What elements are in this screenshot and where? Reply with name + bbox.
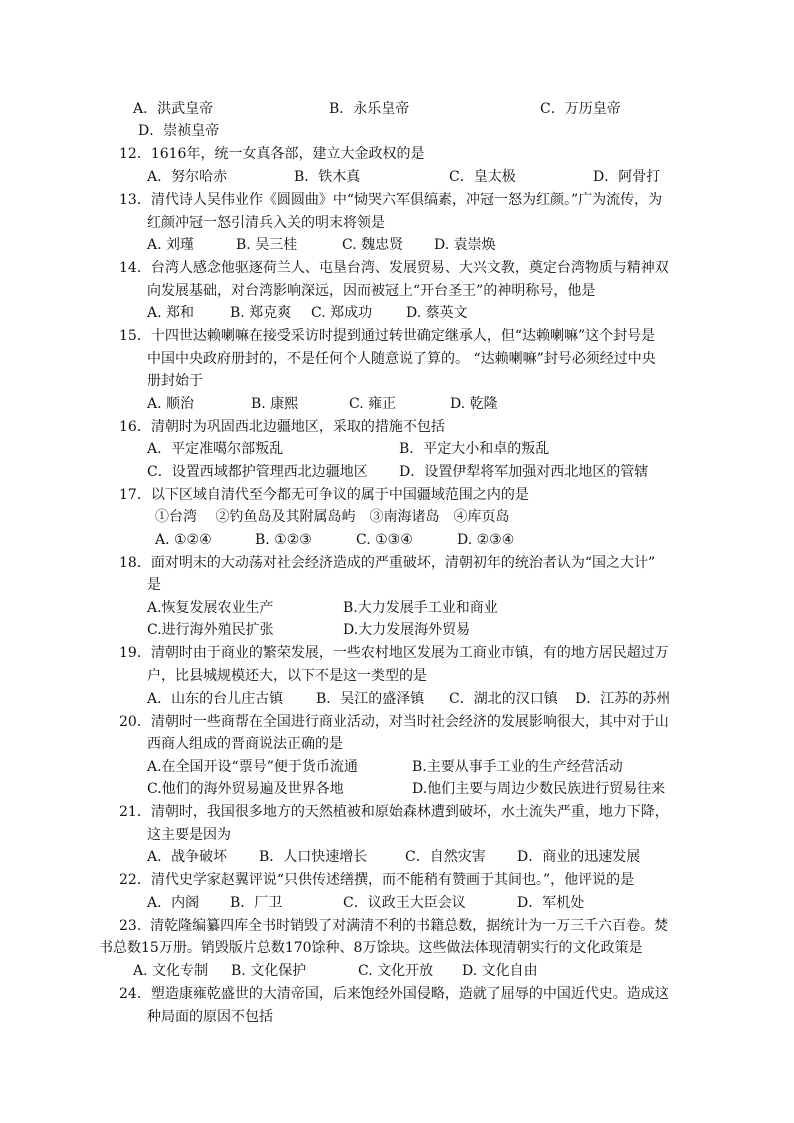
text-line: 西商人组成的晋商说法正确的是: [147, 736, 343, 752]
text-line: A.在全国开设“票号”便于货币流通: [147, 759, 358, 775]
text-line: D．崇祯皇帝: [138, 123, 220, 139]
text-line: B. 文化保护: [231, 963, 307, 979]
text-line: B．平定大小和卓的叛乱: [399, 441, 550, 457]
text-line: D．商业的迅速发展: [517, 849, 641, 865]
text-line: B.主要从事手工业的生产经营活动: [412, 759, 623, 775]
text-line: C．皇太极: [449, 169, 516, 185]
text-line: 13．清代诗人吴伟业作《圆圆曲》中“恸哭六军俱缟素，冲冠一怒为红颜。”广为流传，为: [119, 192, 663, 208]
text-line: 册封始于: [147, 373, 203, 389]
text-line: C．设置西域都护管理西北边疆地区: [147, 464, 368, 480]
text-line: C.他们的海外贸易遍及世界各地: [147, 781, 344, 797]
text-line: D. 蔡英文: [406, 305, 468, 321]
text-line: 24．塑造康雍乾盛世的大清帝国，后来饱经外国侵略，造就了屈辱的中国近代史。造成这: [119, 986, 669, 1002]
text-line: A. 刘瑾: [147, 237, 195, 253]
text-line: D．设置伊犁将军加强对西北地区的管辖: [399, 464, 649, 480]
text-line: B. 吴三桂: [236, 237, 298, 253]
text-line: A．战争破坏: [147, 849, 228, 865]
text-line: B．人口快速增长: [259, 849, 368, 865]
text-line: 是: [147, 577, 161, 593]
text-line: ①台湾 ②钓鱼岛及其附属岛屿 ③南海诸岛 ④库页岛: [155, 509, 510, 525]
text-line: 向发展基础，对台湾影响深远，因而被冠上“开台圣王”的神明称号，他是: [147, 283, 596, 299]
text-line: B．厂卫: [230, 895, 283, 911]
text-line: 17．以下区域自清代至今都无可争议的属于中国疆域范围之内的是: [119, 487, 529, 503]
text-line: C．万历皇帝: [540, 101, 621, 117]
text-line: C. 雍正: [349, 396, 397, 412]
text-line: A. 郑和: [147, 305, 195, 321]
text-line: 中国中央政府册封的，不是任何个人随意说了算的。 “达赖喇嘛”封号必须经过中央: [147, 351, 656, 367]
text-line: 20．清朝时一些商帮在全国进行商业活动，对当时社会经济的发展影响很大，其中对于山: [119, 714, 669, 730]
text-line: 种局面的原因不包括: [147, 1009, 273, 1025]
text-line: B. ①②③: [255, 532, 312, 548]
text-line: A. 顺治: [147, 396, 195, 412]
text-line: 16．清朝时为巩固西北边疆地区，采取的措施不包括: [119, 419, 445, 435]
text-line: B．铁木真: [294, 169, 361, 185]
text-line: B．永乐皇帝: [329, 101, 410, 117]
text-line: 这主要是因为: [147, 827, 231, 843]
text-line: D. 乾隆: [450, 396, 498, 412]
text-line: C. 文化开放: [358, 963, 434, 979]
text-line: 22．清代史学家赵翼评说“只供传述缮撰，而不能稍有赞画于其间也。”，他评说的是: [119, 872, 635, 888]
text-line: 红颜冲冠一怒引清兵入关的明末将领是: [147, 215, 385, 231]
text-line: 书总数15万册。销毁版片总数170馀种、8万馀块。这些做法体现清朝实行的文化政策是: [99, 940, 643, 956]
text-line: 21．清朝时，我国很多地方的天然植被和原始森林遭到破坏，水土流失严重，地力下降，: [119, 804, 669, 820]
text-line: A．平定准噶尔部叛乱: [147, 441, 284, 457]
text-line: D．军机处: [517, 895, 585, 911]
text-line: A．山东的台儿庄古镇: [147, 691, 284, 707]
text-line: A．努尔哈赤: [147, 169, 228, 185]
text-line: 户，比县城规模还大，以下不是这一类型的是: [147, 668, 427, 684]
text-line: D．江苏的苏州: [575, 691, 671, 707]
text-line: 15．十四世达赖喇嘛在接受采访时提到通过转世确定继承人，但“达赖喇嘛”这个封号是: [119, 328, 656, 344]
text-line: A. ①②④: [155, 532, 212, 548]
text-line: B. 康熙: [251, 396, 299, 412]
text-line: 23. 清乾隆编纂四库全书时销毁了对满清不利的书籍总数，据统计为一万三千六百卷。焚: [119, 918, 669, 934]
text-line: A.恢复发展农业生产: [147, 600, 274, 616]
text-line: C. 魏忠贤: [342, 237, 404, 253]
text-line: 19．清朝时由于商业的繁荣发展，一些农村地区发展为工商业市镇，有的地方居民超过万: [119, 645, 669, 661]
text-line: C．自然灾害: [405, 849, 486, 865]
text-line: B.大力发展手工业和商业: [343, 600, 498, 616]
text-line: C. 郑成功: [311, 305, 373, 321]
text-line: C．议政王大臣会议: [343, 895, 466, 911]
text-line: A．内阁: [147, 895, 200, 911]
text-line: C.进行海外殖民扩张: [147, 622, 274, 638]
text-line: C．湖北的汉口镇: [449, 691, 558, 707]
text-line: 14．台湾人感念他驱逐荷兰人、屯垦台湾、发展贸易、大兴文教，奠定台湾物质与精神双: [119, 260, 669, 276]
text-line: D. 袁崇焕: [434, 237, 496, 253]
text-line: C. ①③④: [356, 532, 413, 548]
text-line: D.大力发展海外贸易: [343, 622, 471, 638]
text-line: B. 郑克爽: [230, 305, 292, 321]
text-line: B．吴江的盛泽镇: [316, 691, 425, 707]
text-line: D. 文化自由: [462, 963, 538, 979]
text-line: 12．1616年，统一女真各部，建立大金政权的是: [119, 146, 425, 162]
text-line: 18．面对明末的大动荡对社会经济造成的严重破坏，清朝初年的统治者认为“国之大计”: [119, 555, 656, 571]
text-line: D. ②③④: [457, 532, 515, 548]
text-line: D.他们主要与周边少数民族进行贸易往来: [412, 781, 666, 797]
text-line: A．洪武皇帝: [133, 101, 214, 117]
text-line: A. 文化专制: [133, 963, 209, 979]
text-line: D．阿骨打: [593, 169, 661, 185]
